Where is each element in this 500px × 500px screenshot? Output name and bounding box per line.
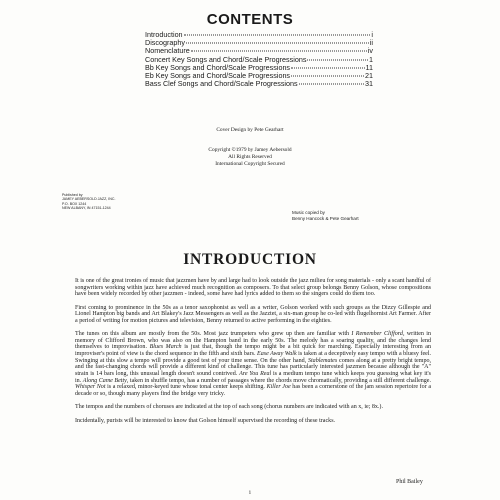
- toc-entry-page: 1: [369, 55, 373, 64]
- copyright-block: [0, 147, 500, 168]
- song-title: Killer Joe: [266, 384, 291, 391]
- toc-leader-dots: [186, 43, 369, 44]
- toc-entry-title: Introduction: [145, 31, 183, 39]
- paragraph: It is one of the great ironies of music that jazzmen have by and large had to look outside the jazz milieu for song materials - only a scant handful of songwriters working within jazz have achieved much recognition as composers. To that select group belongs Benny Golson, whose compositions have been widely recorded by other jazzmen - indeed, some have had lyrics added to them so the singers could do them too.: [75, 278, 431, 298]
- toc-entry-page: 11: [365, 63, 373, 72]
- text-run: , taken in shuffle tempo, has a number of passages where the chords move chromatically, providing a still different challenge.: [126, 377, 432, 384]
- song-title: Ease Away Walk: [257, 351, 297, 358]
- toc-entry-title: Bb Key Songs and Chord/Scale Progressions: [145, 63, 291, 72]
- toc-entry-page: 21: [365, 71, 373, 80]
- cover-design-line: Cover Design by Pete Gearhart: [216, 127, 284, 133]
- cover-design-credit: [0, 127, 500, 134]
- paragraph: [75, 331, 431, 398]
- toc-leader-dots: [184, 35, 371, 36]
- toc-entry-title: Bass Clef Songs and Chord/Scale Progressions: [145, 80, 298, 89]
- toc-row: [145, 72, 373, 80]
- intl-copyright-line: International Copyright Secured: [215, 161, 285, 167]
- publisher-block: [62, 193, 115, 211]
- toc-leader-dots: [307, 59, 368, 60]
- text-run: The tunes on this album are mostly from the 50s. Most jazz trumpeters who grew up then are familiar with: [75, 331, 352, 338]
- text-run: , written in memory of Clifford Brown, who was also on the Hampton band in the early 50s. The melody has a soaring quality, and the changes lend themselves to improvisation.: [75, 331, 431, 351]
- toc-row: [145, 31, 373, 39]
- toc-leader-dots: [291, 75, 364, 76]
- introduction-heading: INTRODUCTION: [183, 251, 317, 268]
- toc-entry-page: iv: [367, 47, 373, 56]
- toc-entry-page: ii: [369, 39, 373, 48]
- toc-row: [145, 56, 373, 64]
- song-title: Are You Real: [239, 371, 272, 378]
- author-signature: Phil Bailey: [396, 479, 423, 485]
- song-title: Along Came Betty: [82, 377, 127, 384]
- text-run: comes along at a pretty bright tempo, and the fast-changing chords will provide a different kind of challenge. This tune has particularly interested jazzmen because although the "A" strain is 14 bars long, this unusual length doesn't sound contrived.: [75, 357, 432, 378]
- toc-row: [145, 39, 373, 47]
- copyright-line: Copyright ©1979 by Jamey Aebersold: [208, 147, 292, 153]
- publisher-name: JAMEY AEBERSOLD JAZZ, INC.: [62, 197, 116, 202]
- page-number: i: [249, 490, 251, 496]
- song-title: Blues March: [149, 344, 182, 351]
- toc-entry-page: 31: [365, 80, 373, 89]
- paragraph: First coming to prominence in the 50s as a tenor saxophonist as well as a writer, Golson worked with such groups as the Dizzy Gillespie and Lionel Hampton big bands and Art Blakey's Jazz Messengers as well as the Jazztet, a six-man group he co-led with flugelhornist Art Farmer. After a period of writing for motion pictures and television, Benny returned to active performing in the eighties.: [75, 304, 431, 324]
- text-run: is just that, though the tempo might be a bit quick for marching. Especially interesting from an improviser's point of view is the chord sequence in the fifth and sixth bars.: [75, 344, 432, 358]
- music-copied-block: [292, 210, 359, 222]
- toc-entry-title: Concert Key Songs and Chord/Scale Progressions: [145, 55, 307, 64]
- song-title: Stablemates: [307, 357, 338, 364]
- introduction-body: [75, 278, 431, 431]
- toc-entry-title: Nomenclature: [145, 47, 190, 56]
- text-run: has been a cornerstone of the jam session repertoire for a decade or so, though many players find the bridge very tricky.: [75, 384, 432, 398]
- toc-row: [145, 80, 373, 88]
- song-title: I Remember Clifford: [351, 331, 403, 338]
- toc-row: [145, 64, 373, 72]
- toc-entry-page: i: [371, 31, 373, 39]
- toc-leader-dots: [191, 51, 367, 52]
- toc-entry-title: Eb Key Songs and Chord/Scale Progressions: [145, 71, 291, 80]
- toc-leader-dots: [299, 84, 364, 85]
- music-copied-names: Benny Hancock & Pete Gearhart: [292, 216, 359, 221]
- toc-row: [145, 47, 373, 55]
- publisher-city: NEW ALBANY, IN 47151-1244: [62, 206, 111, 211]
- toc-entry-title: Discography: [145, 39, 185, 48]
- music-copied-label: Music copied by: [292, 210, 325, 215]
- toc-leader-dots: [291, 67, 365, 68]
- published-by-label: Published by: [62, 193, 83, 197]
- contents-heading: CONTENTS: [206, 11, 294, 28]
- paragraph: Incidentally, purists will be interested to know that Golson himself supervised the recording of these tracks.: [75, 417, 336, 424]
- text-run: is taken at a deceptively easy tempo with a bluesy feel. Swinging at this slow a tempo will provide a good test of your time sense. On the other hand,: [75, 351, 432, 364]
- text-run: is a relaxed, minor-keyed tune whose tonal center keeps shifting.: [105, 384, 267, 391]
- paragraph: The tempos and the numbers of choruses are indicated at the top of each song (chorus numbers are indicated with an x, ie; 8x.).: [75, 404, 383, 411]
- table-of-contents: [145, 31, 373, 88]
- rights-line: All Rights Reserved: [228, 154, 272, 160]
- song-title: Whisper Not: [75, 384, 106, 391]
- publisher-box: P.O. BOX 1244: [62, 201, 87, 206]
- text-run: is a medium tempo tune which keeps you guessing what key it's in.: [75, 371, 431, 384]
